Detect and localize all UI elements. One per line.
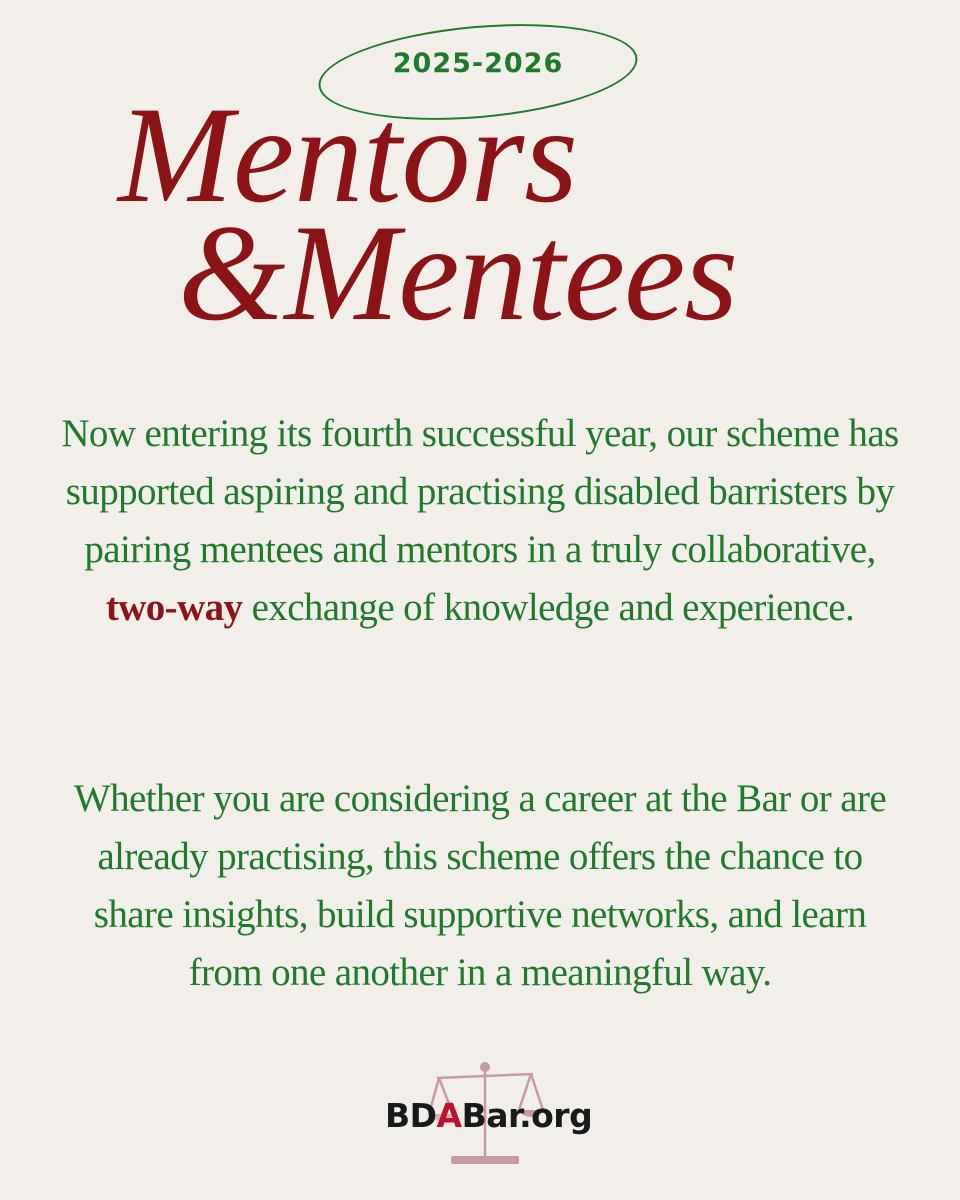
two-way-emphasis: two-way (105, 586, 243, 629)
bdabar-logo (385, 1060, 593, 1170)
logo-wordmark: BDABar.org (385, 1096, 593, 1135)
page-title (0, 78, 960, 349)
intro-text-start: Now entering its fourth successful year, our scheme has supported aspiring and practising disabled barristers by pairing mentees and mentors in a truly collaborative, (61, 412, 899, 571)
intro-text-end: exchange of knowledge and experience. (242, 586, 855, 629)
title-line-mentees: &Mentees (178, 196, 738, 349)
intro-paragraph (60, 405, 900, 637)
details-paragraph: Whether you are considering a career at the Bar or are already practising, this scheme offers the chance to share insights, build supportive networks, and learn from one another in a meaningful way. (73, 777, 887, 994)
year-badge: 2025-2026 (392, 48, 564, 79)
title-line-mentors: Mentors (118, 78, 578, 231)
